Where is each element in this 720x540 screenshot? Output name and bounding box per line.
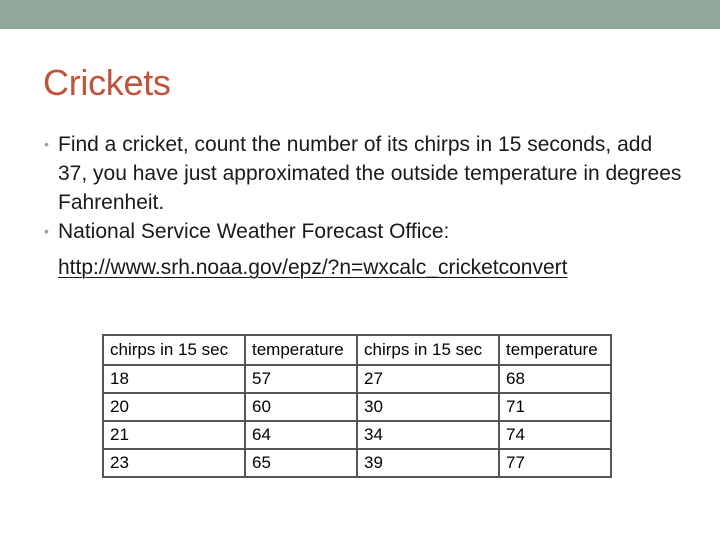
bullet-item	[44, 130, 684, 217]
table-header-cell: temperature	[245, 335, 357, 365]
table-cell: 27	[357, 365, 499, 393]
top-accent-bar	[0, 0, 720, 29]
table-header-row	[103, 335, 611, 365]
table-cell: 71	[499, 393, 611, 421]
bullet-item	[44, 217, 684, 246]
chirps-temperature-table	[102, 334, 612, 478]
table-cell: 65	[245, 449, 357, 477]
table-row	[103, 365, 611, 393]
table-cell: 77	[499, 449, 611, 477]
table-row	[103, 421, 611, 449]
bullet-list	[44, 130, 684, 282]
noaa-link[interactable]: http://www.srh.noaa.gov/epz/?n=wxcalc_cricketconvert	[58, 256, 568, 279]
table-cell: 64	[245, 421, 357, 449]
table-cell: 20	[103, 393, 245, 421]
table-cell: 39	[357, 449, 499, 477]
bullet-text: National Service Weather Forecast Office:	[58, 220, 450, 243]
table-cell: 30	[357, 393, 499, 421]
link-row	[44, 253, 684, 282]
table-header-cell: chirps in 15 sec	[103, 335, 245, 365]
table-header-cell: chirps in 15 sec	[357, 335, 499, 365]
table-cell: 34	[357, 421, 499, 449]
table-row	[103, 393, 611, 421]
bullet-text: Find a cricket, count the number of its chirps in 15 seconds, add 37, you have just approximated the outside temperature in degrees Fahrenheit.	[58, 133, 682, 214]
bullet-icon: •	[44, 223, 49, 239]
table-row	[103, 449, 611, 477]
table-cell: 23	[103, 449, 245, 477]
slide-title: Crickets	[43, 62, 171, 103]
bullet-icon: •	[44, 136, 49, 152]
table-cell: 68	[499, 365, 611, 393]
table-cell: 60	[245, 393, 357, 421]
table-cell: 74	[499, 421, 611, 449]
table-cell: 57	[245, 365, 357, 393]
table-cell: 21	[103, 421, 245, 449]
table-cell: 18	[103, 365, 245, 393]
table-header-cell: temperature	[499, 335, 611, 365]
